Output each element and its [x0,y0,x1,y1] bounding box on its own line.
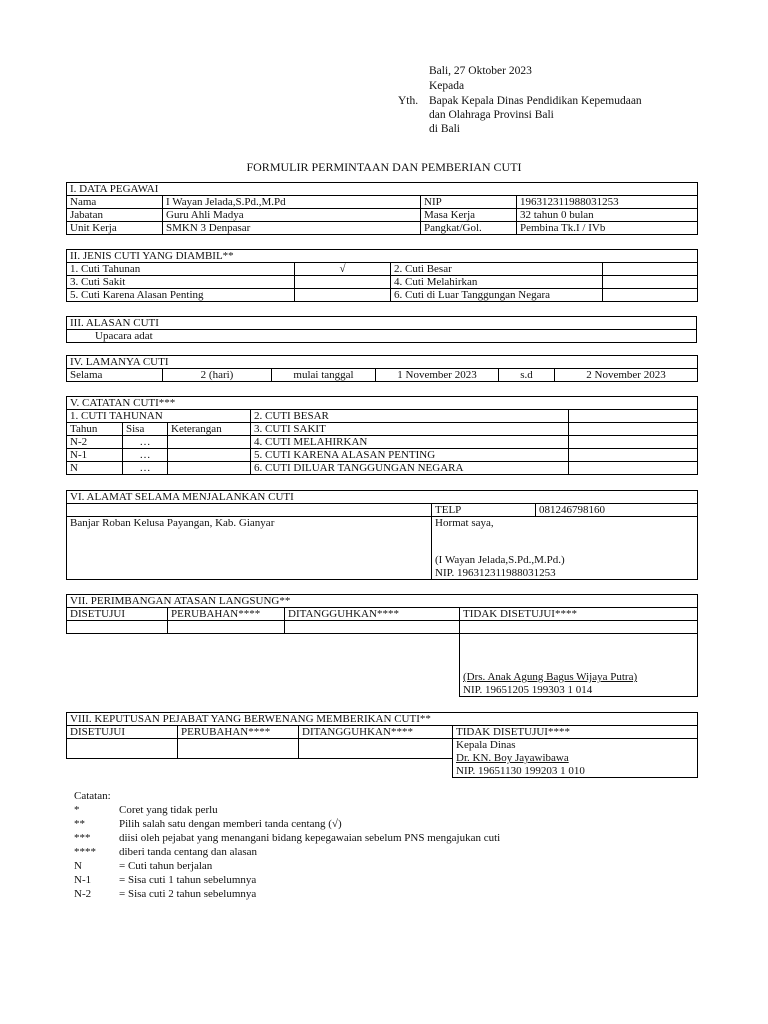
section-keputusan-pejabat [66,712,698,778]
s7-perubahan-box[interactable] [168,621,285,634]
tahun-n: N [67,462,123,475]
alamat-blank [67,504,432,517]
note-key-6: N-1 [74,874,92,886]
note-text-6: = Sisa cuti 1 tahun sebelumnya [119,874,257,886]
catatan-right-4-value[interactable] [569,449,698,462]
sisa-n[interactable]: … [123,462,168,475]
note-key-2: ** [74,818,85,830]
jabatan-label: Jabatan [67,209,163,222]
catatan-right-5: 6. CUTI DILUAR TANGGUNGAN NEGARA [251,462,569,475]
signature-pegawai [432,517,698,580]
s7-perubahan: PERUBAHAN**** [168,608,285,621]
section-alasan-cuti [66,316,697,343]
s8-perubahan-box[interactable] [178,739,299,759]
note-text-4: diberi tanda centang dan alasan [119,846,258,858]
section-alamat-cuti [66,490,698,580]
pejabat-role: Kepala Dinas [456,739,516,751]
catatan-right-5-value[interactable] [569,462,698,475]
sd-label: s.d [499,369,555,382]
catatan-right-2: 3. CUTI SAKIT [251,423,569,436]
s8-ditangguhkan-box[interactable] [299,739,453,759]
alasan-value: Upacara adat [67,330,697,343]
end-date: 2 November 2023 [555,369,698,382]
s7-ditangguhkan: DITANGGUHKAN**** [285,608,460,621]
jenis-cuti-4: 4. Cuti Melahirkan [391,276,603,289]
s7-tidak-disetujui: TIDAK DISETUJUI**** [460,608,698,621]
nip-label: NIP [421,196,517,209]
tahun-n1: N-1 [67,449,123,462]
telp-value: 081246798160 [536,504,698,517]
atasan-name: (Drs. Anak Agung Bagus Wijaya Putra) [463,671,638,683]
note-text-3: diisi oleh pejabat yang menangani bidang kepegawaian sebelum PNS mengajukan cuti [119,832,501,844]
notes-title: Catatan: [74,790,111,802]
s7-ditangguhkan-box[interactable] [285,621,460,634]
signature-pejabat [453,739,698,778]
section-8-heading: VIII. KEPUTUSAN PEJABAT YANG BERWENANG MEMBERIKAN CUTI** [67,713,698,726]
pangkat-label: Pangkat/Gol. [421,222,517,235]
pejabat-nip: NIP. 19651130 199203 1 010 [456,765,585,777]
col-tahun: Tahun [67,423,123,436]
note-key-5: N [74,860,82,872]
col-keterangan: Keterangan [168,423,251,436]
catatan-right-1-value[interactable] [569,410,698,423]
nama-label: Nama [67,196,163,209]
s7-disetujui: DISETUJUI [67,608,168,621]
pangkat-value: Pembina Tk.I / IVb [517,222,698,235]
note-text-5: = Cuti tahun berjalan [119,860,213,872]
check-cell-3[interactable] [295,276,391,289]
atasan-nip: NIP. 19651205 199303 1 014 [463,684,593,696]
catatan-right-1: 2. CUTI BESAR [251,410,569,423]
s8-disetujui-box[interactable] [67,739,178,759]
nip-value: 196312311988031253 [517,196,698,209]
section-5-heading: V. CATATAN CUTI*** [67,397,698,410]
section-data-pegawai [66,182,698,235]
ket-n2[interactable] [168,436,251,449]
note-key-4: **** [74,846,96,858]
note-key-1: * [74,804,80,816]
s7-tidak-disetujui-box[interactable] [460,621,698,634]
catatan-right-2-value[interactable] [569,423,698,436]
mulai-label: mulai tanggal [272,369,376,382]
masa-kerja-value: 32 tahun 0 bulan [517,209,698,222]
pegawai-name: (I Wayan Jelada,S.Pd.,M.Pd.) [435,554,565,566]
jenis-cuti-3: 3. Cuti Sakit [67,276,295,289]
section-jenis-cuti [66,249,698,302]
recipient-line-2: dan Olahraga Provinsi Bali [429,109,554,121]
place-date: Bali, 27 Oktober 2023 [429,65,532,77]
telp-label: TELP [432,504,536,517]
alamat-value: Banjar Roban Kelusa Payangan, Kab. Gianyar [67,517,432,580]
pejabat-name: Dr. KN. Boy Jayawibawa [456,752,569,764]
s7-blank [67,634,460,697]
section-3-heading: III. ALASAN CUTI [67,317,697,330]
recipient-line-3: di Bali [429,123,460,135]
check-cell-2[interactable] [603,263,698,276]
unit-kerja-value: SMKN 3 Denpasar [163,222,421,235]
jenis-cuti-1: 1. Cuti Tahunan [67,263,295,276]
catatan-right-3-value[interactable] [569,436,698,449]
col-sisa: Sisa [123,423,168,436]
signature-atasan [460,634,698,697]
cuti-tahunan-label: 1. CUTI TAHUNAN [67,410,251,423]
tahun-n2: N-2 [67,436,123,449]
section-2-heading: II. JENIS CUTI YANG DIAMBIL** [67,250,698,263]
hormat-label: Hormat saya, [435,517,494,529]
selama-label: Selama [67,369,163,382]
s8-perubahan: PERUBAHAN**** [178,726,299,739]
unit-kerja-label: Unit Kerja [67,222,163,235]
sisa-n1[interactable]: … [123,449,168,462]
check-cell-5[interactable] [295,289,391,302]
check-cell-6[interactable] [603,289,698,302]
note-text-7: = Sisa cuti 2 tahun sebelumnya [119,888,257,900]
s8-tidak-disetujui: TIDAK DISETUJUI**** [453,726,698,739]
yth-label: Yth. [398,95,419,107]
section-4-heading: IV. LAMANYA CUTI [67,356,698,369]
s8-ditangguhkan: DITANGGUHKAN**** [299,726,453,739]
section-7-heading: VII. PERIMBANGAN ATASAN LANGSUNG** [67,595,698,608]
jenis-cuti-6: 6. Cuti di Luar Tanggungan Negara [391,289,603,302]
nama-value: I Wayan Jelada,S.Pd.,M.Pd [163,196,421,209]
sisa-n2[interactable]: … [123,436,168,449]
s8-blank [67,758,453,777]
note-text-2: Pilih salah satu dengan memberi tanda centang (√) [119,818,342,830]
masa-kerja-label: Masa Kerja [421,209,517,222]
jabatan-value: Guru Ahli Madya [163,209,421,222]
note-key-3: *** [74,832,91,844]
form-title: FORMULIR PERMINTAAN DAN PEMBERIAN CUTI [246,160,522,174]
kepada-label: Kepada [429,80,465,92]
start-date: 1 November 2023 [376,369,499,382]
ket-n1[interactable] [168,449,251,462]
section-6-heading: VI. ALAMAT SELAMA MENJALANKAN CUTI [67,491,698,504]
jenis-cuti-2: 2. Cuti Besar [391,263,603,276]
section-pertimbangan-atasan [66,594,698,697]
jenis-cuti-5: 5. Cuti Karena Alasan Penting [67,289,295,302]
note-text-1: Coret yang tidak perlu [119,804,218,816]
check-mark[interactable]: √ [295,263,391,276]
recipient-line-1: Bapak Kepala Dinas Pendidikan Kepemudaan [429,95,642,107]
section-1-heading: I. DATA PEGAWAI [67,183,698,196]
durasi-value: 2 (hari) [163,369,272,382]
catatan-right-3: 4. CUTI MELAHIRKAN [251,436,569,449]
section-catatan-cuti [66,396,698,475]
section-lamanya-cuti [66,355,698,382]
ket-n[interactable] [168,462,251,475]
s8-disetujui: DISETUJUI [67,726,178,739]
s7-disetujui-box[interactable] [67,621,168,634]
check-cell-4[interactable] [603,276,698,289]
note-key-7: N-2 [74,888,92,900]
pegawai-nip: NIP. 196312311988031253 [435,567,556,579]
catatan-right-4: 5. CUTI KARENA ALASAN PENTING [251,449,569,462]
